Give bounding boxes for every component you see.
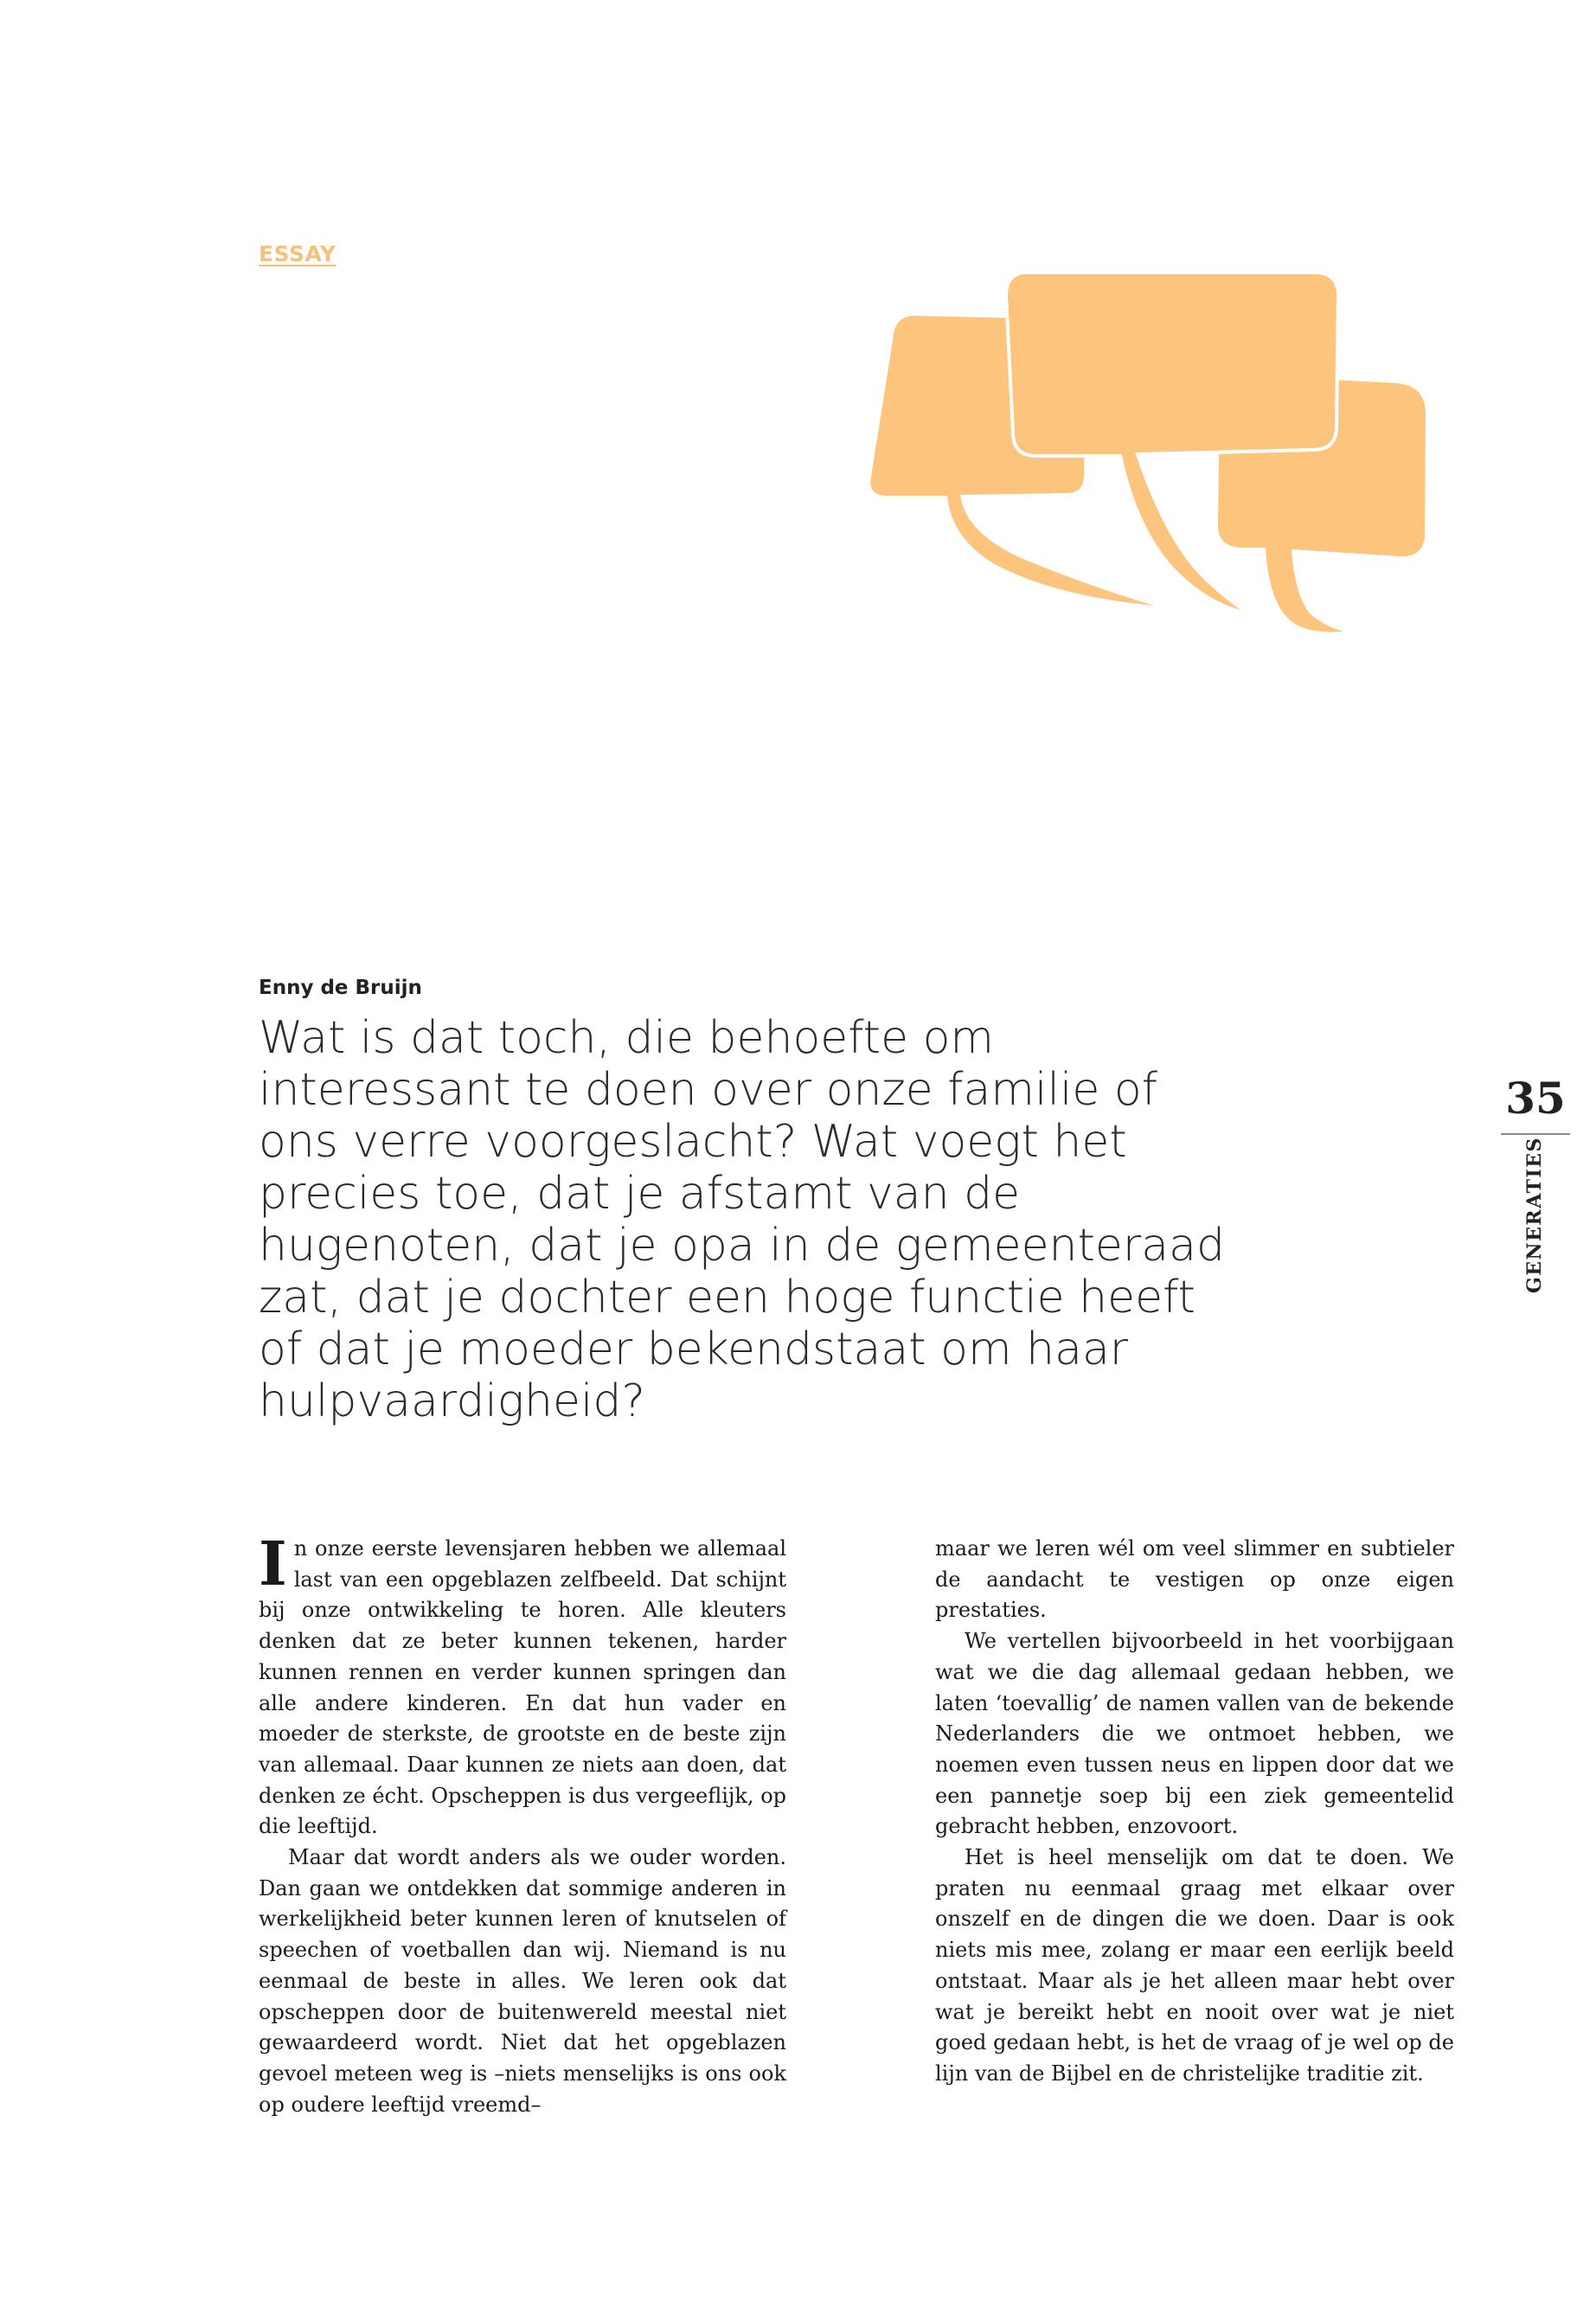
article-lead: Wat is dat toch, die behoefte om interessant te doen over onze familie of ons verre voorgeslacht? Wat voegt het precies toe, dat je afstamt van de hugenoten, dat je opa in de gemeenteraad zat, dat je dochter een hoge functie heeft of dat je moeder bekendstaat om haar hulpvaardigheid? xyxy=(259,1012,1226,1427)
running-head-label: GENERATIES xyxy=(1523,1137,1546,1293)
body-paragraph: Het is heel menselijk om dat te doen. We praten nu eenmaal graag met elkaar over onszelf en de dingen die we doen. Daar is ook niets mis mee, zolang er maar een eerlijk beeld ontstaat. Maar als je het alleen maar hebt over wat je bereikt hebt en nooit over wat je niet goed gedaan hebt, is het de vraag of je wel op de lijn van de Bijbel en de christelijke traditie zit. xyxy=(935,1845,1454,2086)
body-column-2 xyxy=(935,1534,1454,2090)
section-label: ESSAY xyxy=(259,241,337,266)
body-paragraph: Maar dat wordt anders als we ouder worden. Dan gaan we ontdekken dat sommige anderen in werkelijkheid beter kunnen leren of knutselen of speechen of voetballen dan wij. Niemand is nu eenmaal de beste in alles. We leren ook dat opscheppen door de buitenwereld meestal niet gewaardeerd wordt. Niet dat het opgeblazen gevoel meteen weg is –niets menselijks is ons ook op oudere leeftijd vreemd– xyxy=(259,1845,786,2117)
author-name: Enny de Bruijn xyxy=(259,977,422,999)
speech-bubbles-icon xyxy=(869,272,1453,662)
paragraph-text: n onze eerste levensjaren hebben we allemaal last van een opgeblazen zelfbeeld. Dat schijnt bij onze ontwikkeling te horen. Alle kleuters denken dat ze beter kunnen tekenen, harder kunnen rennen en verder kunnen springen dan alle andere kinderen. En dat hun vader en moeder de sterkste, de grootste en de beste zijn van allemaal. Daar kunnen ze niets aan doen, dat denken ze écht. Opscheppen is dus vergeeflijk, op die leeftijd. xyxy=(259,1536,786,1839)
body-paragraph: maar we leren wél om veel slimmer en subtieler de aandacht te vestigen op onze eigen prestaties. xyxy=(935,1536,1454,1623)
body-paragraph: We vertellen bijvoorbeeld in het voorbijgaan wat we die dag allemaal gedaan hebben, we laten ‘toevallig’ de namen vallen van de bekende Nederlanders die we ontmoet hebben, we noemen even tussen neus en lippen door dat we een pannetje soep bij een ziek gemeentelid gebracht hebben, enzovoort. xyxy=(935,1629,1454,1839)
body-column-1 xyxy=(259,1528,786,2120)
page-number-divider xyxy=(1501,1133,1570,1135)
body-paragraph xyxy=(259,1528,786,1843)
drop-cap: I xyxy=(259,1528,287,1599)
page-number: 35 xyxy=(1505,1073,1566,1124)
